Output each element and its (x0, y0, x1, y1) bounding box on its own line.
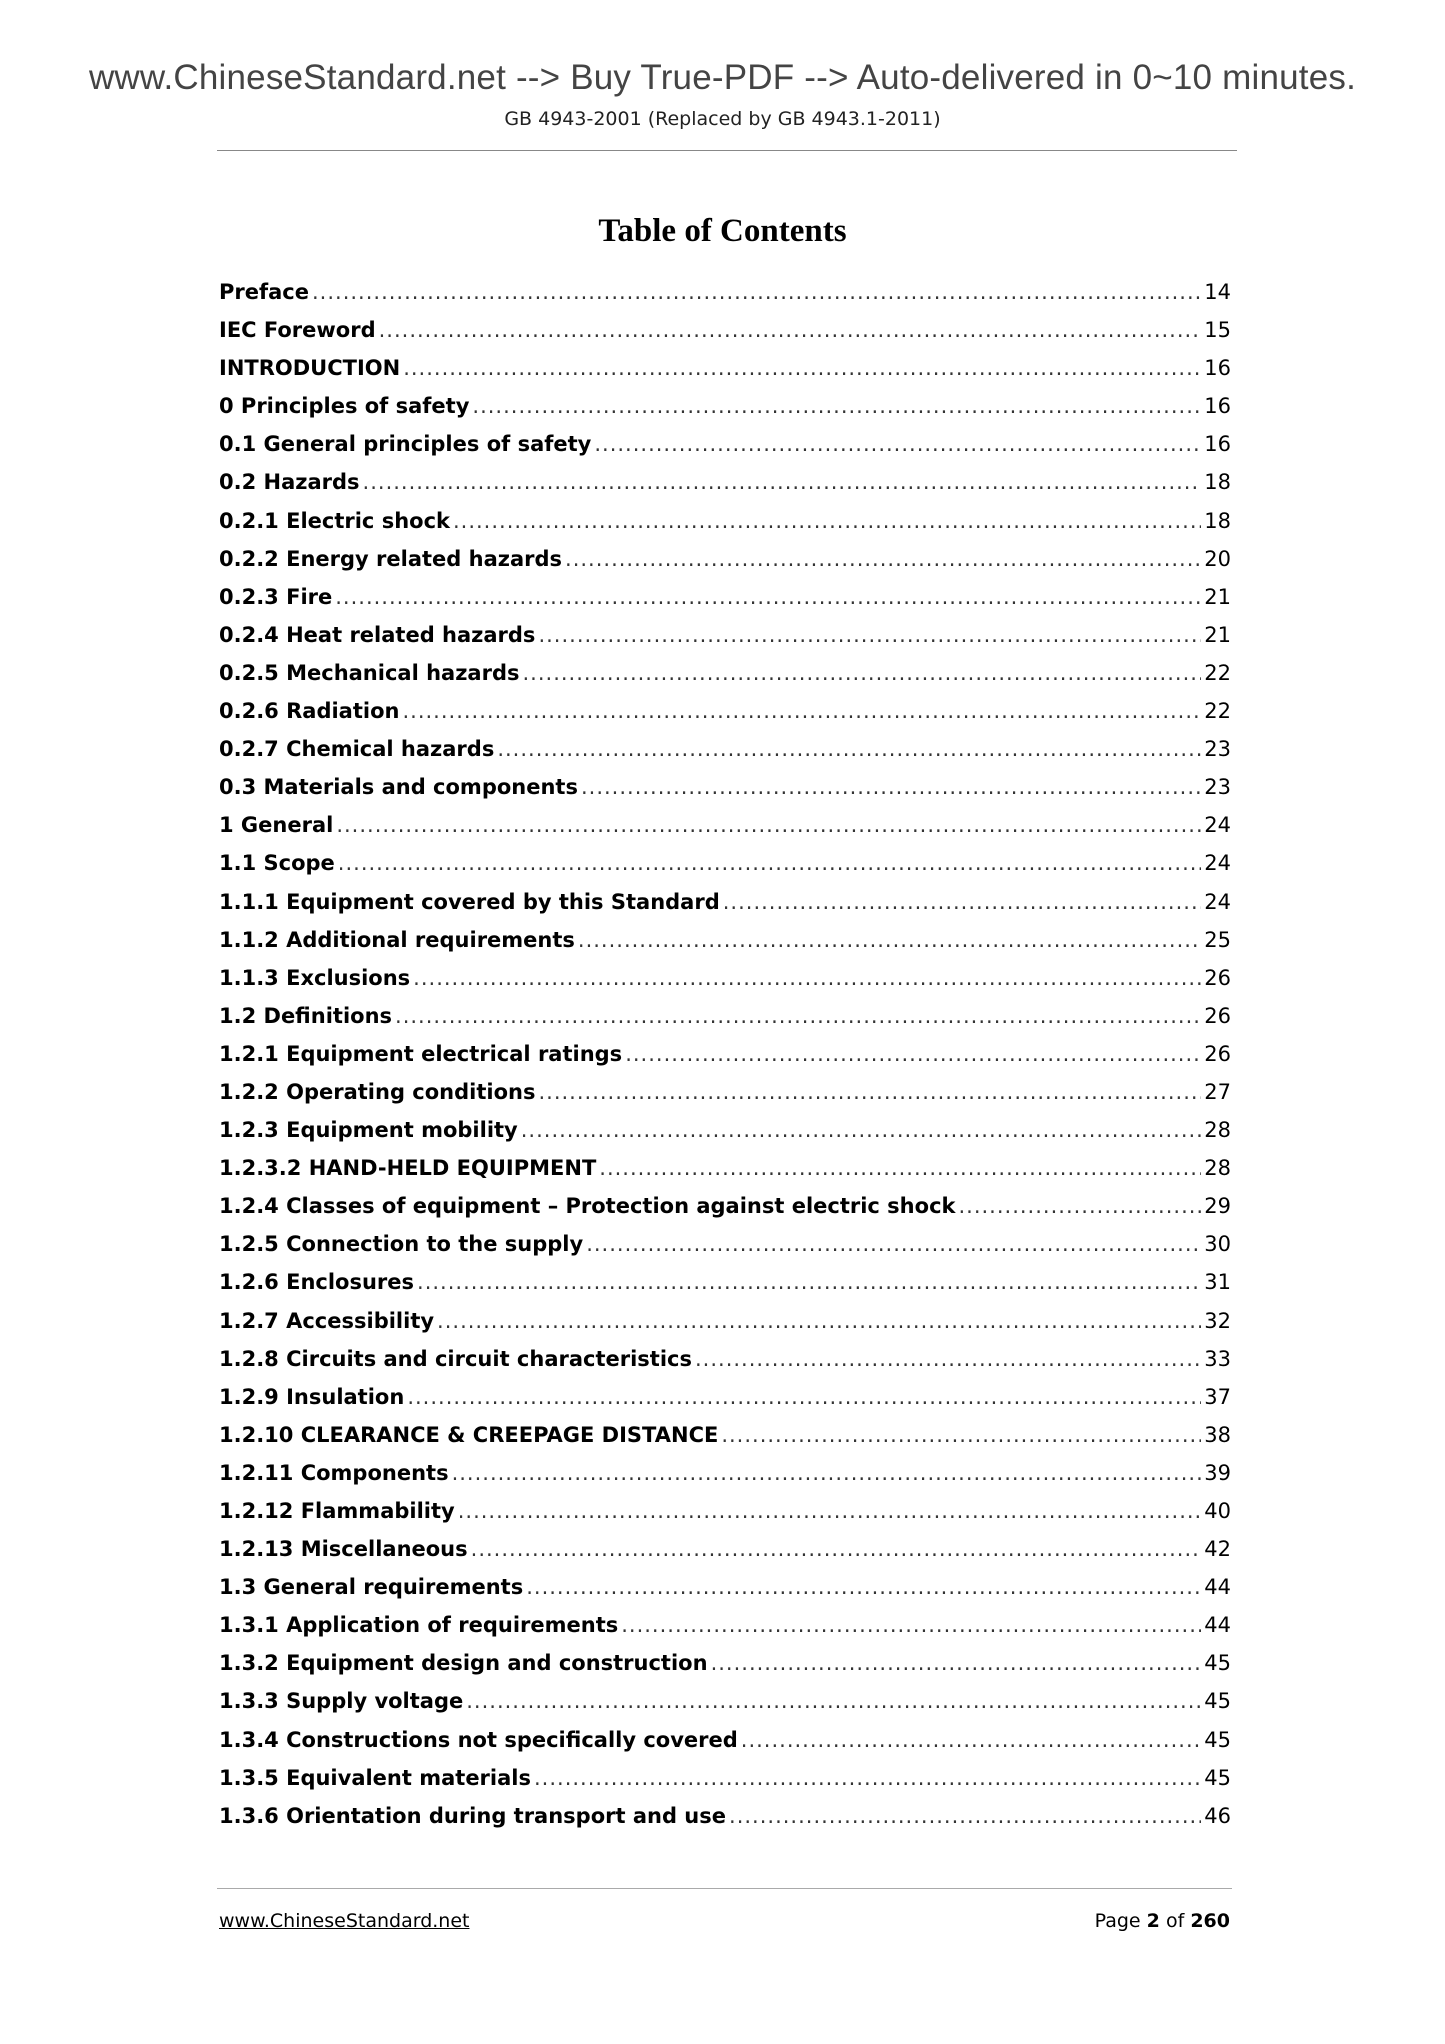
toc-entry-label: 0.2.5 Mechanical hazards (219, 660, 520, 685)
toc-entry-page: 31 (1204, 1270, 1231, 1295)
page-total: 260 (1190, 1910, 1230, 1932)
table-of-contents (219, 273, 1231, 1835)
toc-entry-page: 26 (1204, 1003, 1231, 1028)
page-current: 2 (1146, 1910, 1160, 1932)
toc-leader-dots (453, 502, 1201, 540)
toc-leader-dots (523, 654, 1202, 692)
toc-entry[interactable] (219, 1378, 1231, 1416)
toc-entry-label: 1.2.6 Enclosures (219, 1270, 415, 1295)
toc-entry-page: 24 (1204, 813, 1231, 838)
toc-entry[interactable] (219, 1149, 1231, 1187)
toc-entry-label: 0.3 Materials and components (219, 775, 578, 800)
toc-entry-page: 23 (1204, 775, 1231, 800)
toc-leader-dots (578, 921, 1201, 959)
toc-entry-page: 40 (1204, 1499, 1231, 1523)
toc-entry[interactable] (219, 349, 1231, 387)
toc-entry[interactable] (219, 1454, 1231, 1492)
toc-entry-page: 16 (1204, 356, 1231, 381)
toc-entry[interactable] (219, 463, 1231, 501)
footer-divider (217, 1888, 1232, 1889)
toc-entry-page: 30 (1204, 1232, 1231, 1257)
toc-entry[interactable] (219, 730, 1231, 768)
toc-entry[interactable] (219, 997, 1231, 1035)
toc-entry-label: INTRODUCTION (219, 356, 401, 381)
toc-entry[interactable] (219, 1797, 1231, 1835)
toc-entry-page: 29 (1204, 1194, 1231, 1219)
toc-entry-label: IEC Foreword (219, 318, 376, 343)
toc-entry-page: 45 (1204, 1689, 1231, 1714)
toc-leader-dots (521, 1111, 1202, 1149)
toc-entry[interactable] (219, 616, 1231, 654)
toc-entry[interactable] (219, 1035, 1231, 1073)
toc-entry-page: 16 (1204, 432, 1231, 457)
toc-entry-label: 1.1.1 Equipment covered by this Standard (219, 889, 720, 914)
toc-leader-dots (729, 1797, 1201, 1835)
toc-entry[interactable] (219, 1492, 1231, 1530)
toc-entry-page: 45 (1204, 1651, 1231, 1676)
toc-entry-label: 1.2 Definitions (219, 1003, 393, 1028)
toc-entry-page: 44 (1204, 1613, 1231, 1638)
page-prefix: Page (1094, 1910, 1141, 1932)
toc-entry[interactable] (219, 1225, 1231, 1263)
document-id: GB 4943-2001 (Replaced by GB 4943.1-2011) (504, 108, 941, 130)
toc-entry-label: 1.2.13 Miscellaneous (219, 1537, 468, 1562)
toc-entry[interactable] (219, 692, 1231, 730)
toc-entry[interactable] (219, 1759, 1231, 1797)
toc-entry[interactable] (219, 1682, 1231, 1720)
toc-entry-label: 0.2.1 Electric shock (219, 508, 450, 533)
toc-entry-page: 46 (1204, 1803, 1231, 1828)
toc-leader-dots (958, 1187, 1201, 1225)
toc-entry-label: 0.2.3 Fire (219, 584, 333, 609)
toc-entry[interactable] (219, 502, 1231, 540)
toc-leader-dots (472, 387, 1201, 425)
toc-leader-dots (417, 1263, 1201, 1301)
toc-entry-label: 1.2.3 Equipment mobility (219, 1118, 518, 1143)
toc-entry[interactable] (219, 387, 1231, 425)
header-divider (217, 150, 1237, 151)
toc-entry-page: 39 (1204, 1460, 1231, 1485)
toc-entry-page: 15 (1204, 318, 1231, 343)
toc-entry-page: 14 (1204, 280, 1231, 304)
toc-entry-label: 1.2.8 Circuits and circuit characteristics (219, 1346, 692, 1371)
toc-entry[interactable] (219, 921, 1231, 959)
toc-leader-dots (538, 616, 1201, 654)
footer-site-link[interactable]: www.ChineseStandard.net (219, 1910, 470, 1932)
toc-entry[interactable] (219, 1263, 1231, 1301)
toc-entry[interactable] (219, 1568, 1231, 1606)
toc-entry-page: 26 (1204, 1041, 1231, 1066)
toc-leader-dots (471, 1530, 1202, 1568)
toc-leader-dots (526, 1568, 1201, 1606)
toc-leader-dots (335, 578, 1201, 616)
toc-entry[interactable] (219, 1721, 1231, 1759)
toc-title: Table of Contents (598, 213, 847, 249)
toc-entry[interactable] (219, 806, 1231, 844)
toc-entry-label: 0.2.6 Radiation (219, 699, 400, 724)
toc-entry-page: 28 (1204, 1118, 1231, 1143)
toc-leader-dots (625, 1035, 1201, 1073)
toc-entry[interactable] (219, 1530, 1231, 1568)
toc-entry[interactable] (219, 1073, 1231, 1111)
toc-entry-label: 1.3.6 Orientation during transport and use (219, 1803, 727, 1828)
toc-entry-page: 21 (1204, 622, 1231, 647)
toc-entry-label: 1.3.3 Supply voltage (219, 1689, 464, 1714)
toc-leader-dots (336, 806, 1201, 844)
toc-leader-dots (599, 1149, 1201, 1187)
toc-entry[interactable] (219, 1644, 1231, 1682)
toc-entry-page: 18 (1204, 470, 1231, 495)
toc-entry-page: 22 (1204, 660, 1231, 685)
toc-entry-page: 38 (1204, 1422, 1231, 1447)
toc-leader-dots (403, 349, 1201, 387)
toc-entry-label: 1.2.10 CLEARANCE & CREEPAGE DISTANCE (219, 1422, 719, 1447)
toc-entry-page: 42 (1204, 1537, 1231, 1562)
toc-leader-dots (413, 959, 1201, 997)
toc-entry[interactable] (219, 273, 1231, 311)
toc-entry-label: 1.3.1 Application of requirements (219, 1613, 619, 1638)
toc-entry-label: 0.2.2 Energy related hazards (219, 546, 563, 571)
toc-leader-dots (695, 1340, 1201, 1378)
toc-entry-page: 20 (1204, 546, 1231, 571)
toc-entry-label: 1.1.3 Exclusions (219, 965, 411, 990)
toc-entry-page: 33 (1204, 1346, 1231, 1371)
toc-entry[interactable] (219, 1111, 1231, 1149)
toc-entry-label: 0.2 Hazards (219, 470, 360, 495)
toc-entry-label: 1.1 Scope (219, 851, 335, 876)
toc-leader-dots (741, 1721, 1201, 1759)
toc-entry[interactable] (219, 768, 1231, 806)
toc-entry-page: 24 (1204, 889, 1231, 914)
toc-leader-dots (407, 1378, 1201, 1416)
site-banner: www.ChineseStandard.net --> Buy True-PDF --> Auto-delivered in 0~10 minutes. (88, 58, 1357, 97)
toc-entry-page: 18 (1204, 508, 1231, 533)
toc-entry-page: 45 (1204, 1765, 1231, 1790)
toc-leader-dots (711, 1644, 1202, 1682)
toc-leader-dots (312, 273, 1201, 311)
toc-entry-label: 1.3 General requirements (219, 1575, 524, 1600)
toc-entry[interactable] (219, 425, 1231, 463)
toc-entry-label: Preface (219, 280, 309, 304)
toc-leader-dots (363, 463, 1202, 501)
toc-entry-page: 37 (1204, 1384, 1231, 1409)
toc-entry-page: 21 (1204, 584, 1231, 609)
toc-entry-page: 24 (1204, 851, 1231, 876)
toc-leader-dots (581, 768, 1201, 806)
toc-entry-page: 45 (1204, 1727, 1231, 1752)
toc-entry[interactable] (219, 959, 1231, 997)
toc-entry-page: 22 (1204, 699, 1231, 724)
toc-entry[interactable] (219, 1416, 1231, 1454)
toc-entry-label: 1.3.4 Constructions not specifically covered (219, 1727, 738, 1752)
toc-entry[interactable] (219, 1340, 1231, 1378)
toc-leader-dots (458, 1492, 1202, 1530)
toc-entry[interactable] (219, 1187, 1231, 1225)
toc-entry-page: 32 (1204, 1308, 1231, 1333)
toc-entry-label: 1.3.5 Equivalent materials (219, 1765, 531, 1790)
toc-leader-dots (402, 692, 1201, 730)
toc-entry-label: 1.2.4 Classes of equipment – Protection against electric shock (219, 1194, 956, 1219)
toc-entry[interactable] (219, 578, 1231, 616)
toc-entry[interactable] (219, 1302, 1231, 1340)
toc-entry-label: 1.2.9 Insulation (219, 1384, 405, 1409)
toc-entry[interactable] (219, 311, 1231, 349)
page-of: of (1165, 1910, 1185, 1932)
toc-leader-dots (466, 1682, 1201, 1720)
toc-entry-page: 16 (1204, 394, 1231, 419)
toc-leader-dots (534, 1759, 1201, 1797)
toc-leader-dots (621, 1606, 1201, 1644)
toc-entry-page: 26 (1204, 965, 1231, 990)
toc-entry-label: 0.1 General principles of safety (219, 432, 592, 457)
toc-entry[interactable] (219, 844, 1231, 882)
toc-leader-dots (452, 1454, 1202, 1492)
toc-leader-dots (586, 1225, 1201, 1263)
toc-entry[interactable] (219, 1606, 1231, 1644)
toc-entry-label: 0 Principles of safety (219, 394, 470, 419)
toc-entry[interactable] (219, 540, 1231, 578)
toc-entry-page: 27 (1204, 1079, 1231, 1104)
toc-leader-dots (538, 1073, 1201, 1111)
toc-leader-dots (379, 311, 1202, 349)
toc-entry-label: 1.2.3.2 HAND-HELD EQUIPMENT (219, 1156, 597, 1181)
toc-leader-dots (594, 425, 1201, 463)
toc-leader-dots (721, 1416, 1201, 1454)
toc-leader-dots (395, 997, 1201, 1035)
toc-entry-label: 1.2.12 Flammability (219, 1499, 455, 1523)
toc-leader-dots (338, 844, 1201, 882)
toc-leader-dots (437, 1302, 1201, 1340)
toc-entry-label: 1.3.2 Equipment design and construction (219, 1651, 708, 1676)
toc-entry-label: 0.2.4 Heat related hazards (219, 622, 536, 647)
toc-leader-dots (723, 883, 1202, 921)
toc-entry-page: 25 (1204, 927, 1231, 952)
toc-entry-label: 1.1.2 Additional requirements (219, 927, 575, 952)
toc-entry-page: 28 (1204, 1156, 1231, 1181)
toc-entry-page: 44 (1204, 1575, 1231, 1600)
toc-entry-label: 1.2.2 Operating conditions (219, 1079, 536, 1104)
toc-entry-label: 1.2.5 Connection to the supply (219, 1232, 584, 1257)
toc-entry-label: 1.2.11 Components (219, 1460, 449, 1485)
toc-entry[interactable] (219, 654, 1231, 692)
page-indicator (1095, 1910, 1230, 1932)
toc-entry-label: 0.2.7 Chemical hazards (219, 737, 495, 762)
toc-leader-dots (565, 540, 1201, 578)
toc-entry-label: 1 General (219, 813, 334, 838)
toc-leader-dots (497, 730, 1201, 768)
toc-entry[interactable] (219, 883, 1231, 921)
toc-entry-label: 1.2.1 Equipment electrical ratings (219, 1041, 623, 1066)
toc-entry-label: 1.2.7 Accessibility (219, 1308, 435, 1333)
toc-entry-page: 23 (1204, 737, 1231, 762)
